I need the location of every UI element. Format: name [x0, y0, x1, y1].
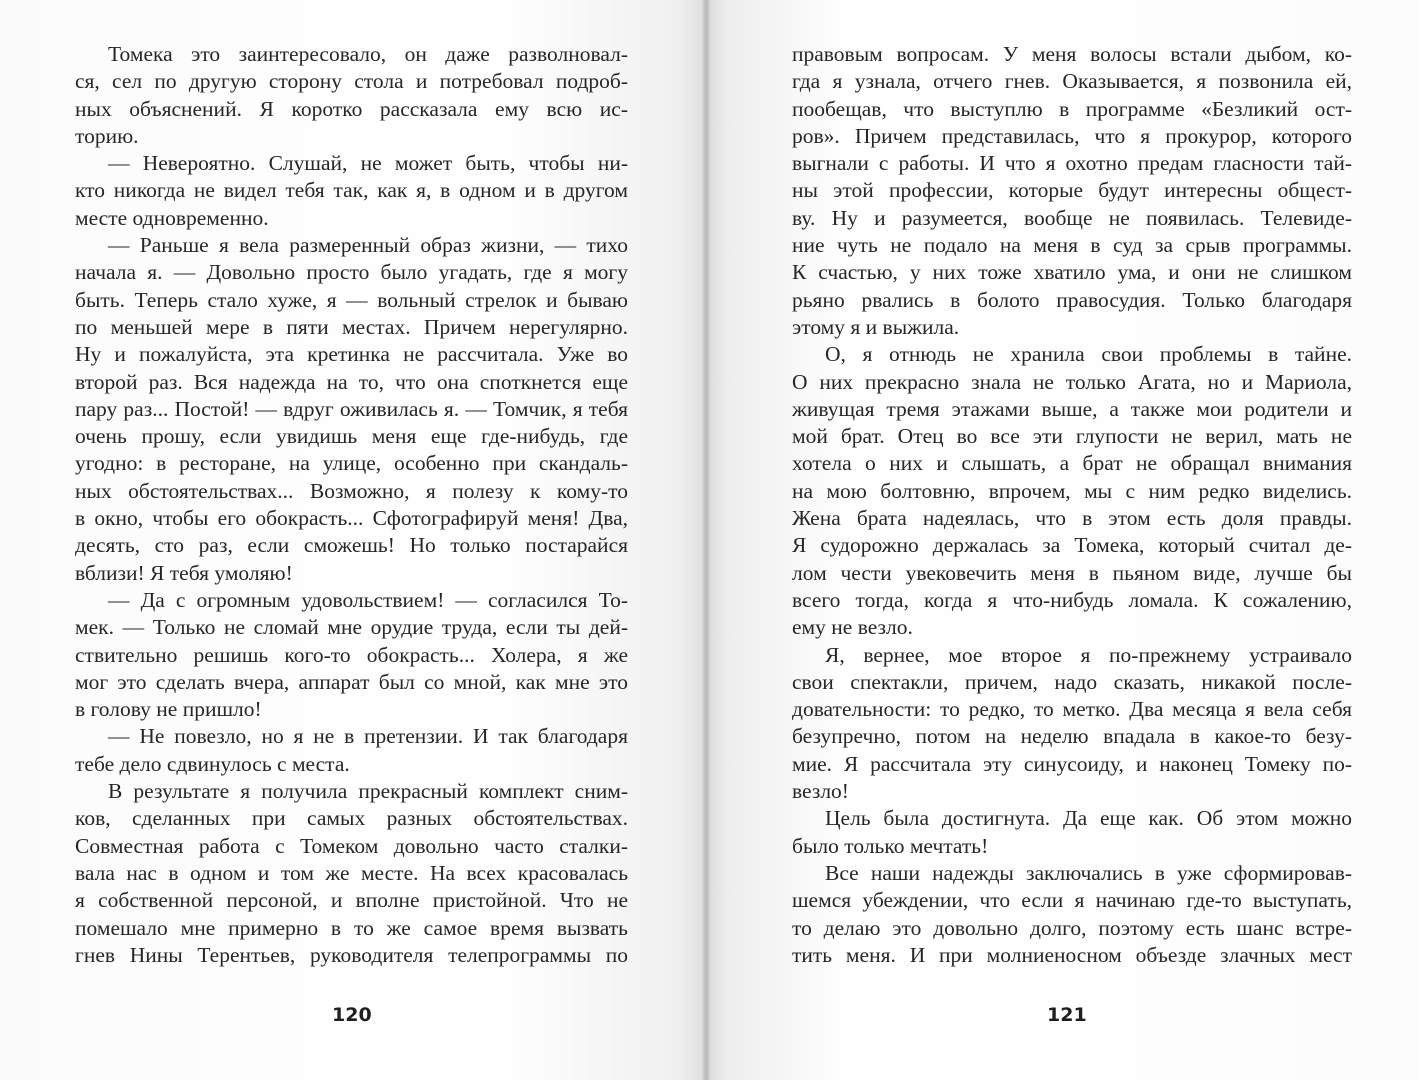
text-line: месте одновременно.: [75, 205, 269, 230]
text-line: Цель была достигнута. Да еще как. Об этом можно: [825, 806, 1352, 831]
text-line: шемся убеждении, что если я начинаю где-то выступать,: [792, 888, 1352, 913]
text-line: вала нас в одном и том же месте. На всех красовалась: [75, 860, 628, 885]
text-line: ствительно решишь кого-то обокрасть... Холера, я же: [75, 642, 628, 667]
text-line: вблизи! Я тебя умоляю!: [75, 560, 293, 585]
text-line: мой брат. Отец во все эти глупости не верил, мать не: [792, 424, 1352, 449]
text-line: пару раз... Постой! — вдруг оживилась я. — Томчик, я тебя: [75, 396, 628, 421]
text-line: я собственной персоной, и вполне пристойной. Что не: [75, 888, 628, 913]
text-line: очень прошу, если увидишь меня еще где-нибудь, где: [75, 424, 628, 449]
text-line: ных объяснений. Я коротко рассказала ему всю ис-: [75, 96, 628, 121]
text-line: быть. Теперь стало хуже, я — вольный стрелок и бываю: [75, 287, 628, 312]
text-line: второй раз. Вся надежда на то, что она споткнется еще: [75, 369, 628, 394]
text-line: этому я и выжила.: [792, 314, 960, 339]
text-line: свои спектакли, причем, надо сказать, никакой после-: [792, 669, 1352, 694]
text-line: ему не везло.: [792, 615, 913, 640]
text-line: хотела о них и слышать, а брат не обращал внимания: [792, 451, 1352, 476]
text-line: Ну и пожалуйста, эта кретинка не рассчитала. Уже во: [75, 342, 628, 367]
text-line: ся, сел по другую сторону стола и потребовал подроб-: [75, 69, 628, 94]
text-line: Совместная работа с Томеком довольно часто сталки-: [75, 833, 628, 858]
text-line: было только мечтать!: [792, 833, 989, 858]
text-line: О них прекрасно знала не только Агата, но и Мариола,: [792, 369, 1352, 394]
text-line: помешало мне примерно в то же самое время вызвать: [75, 915, 628, 940]
text-line: начала я. — Довольно просто было угадать, где я могу: [75, 260, 628, 285]
text-line: в голову не пришло!: [75, 697, 262, 722]
text-line: тить меня. И при молниеносном объезде злачных мест: [792, 942, 1352, 967]
right-page: [706, 0, 1419, 1080]
left-page: [0, 0, 706, 1080]
text-line: ков, сделанных при самых разных обстоятельствах.: [75, 806, 628, 831]
page-number: 120: [332, 1004, 372, 1026]
text-line: ных обстоятельствах... Возможно, я полезу к кому-то: [75, 478, 628, 503]
text-line: мек. — Только не сломай мне орудие труда, если ты дей-: [75, 615, 628, 640]
text-line: на мою болтовню, впрочем, мы с ним редко виделись.: [792, 478, 1352, 503]
text-line: — Раньше я вела размеренный образ жизни, — тихо: [108, 233, 628, 258]
text-line: — Невероятно. Слушай, не может быть, чтобы ни-: [108, 151, 628, 176]
text-line: Я судорожно держалась за Томека, который считал де-: [792, 533, 1352, 558]
text-line: пообещав, что выступлю в программе «Безликий ост-: [792, 96, 1352, 121]
text-line: гнев Нины Терентьев, руководителя телепрограммы по: [75, 942, 628, 967]
text-line: О, я отнюдь не хранила свои проблемы в тайне.: [825, 342, 1352, 367]
page-number: 121: [1047, 1004, 1087, 1026]
left-page-text: [75, 41, 628, 969]
text-line: довательности: то редко, то метко. Два месяца я вела себя: [792, 697, 1352, 722]
text-line: мог это сделать вчера, аппарат был со мной, как мне это: [75, 669, 628, 694]
text-line: рьяно рвались в болото правосудия. Только благодаря: [792, 287, 1352, 312]
text-line: В результате я получила прекрасный комплект сним-: [108, 779, 628, 804]
text-line: то делаю это довольно долго, поэтому есть шанс встре-: [792, 915, 1352, 940]
text-line: К счастью, у них тоже хватило ума, и они не слишком: [792, 260, 1352, 285]
text-line: ние чуть не подало на меня в суд за срыв программы.: [792, 233, 1352, 258]
text-line: гда я узнала, отчего гнев. Оказывается, я позвонила ей,: [792, 69, 1352, 94]
text-line: безупречно, потом на неделю впадала в какое-то безу-: [792, 724, 1352, 749]
text-line: живущая тремя этажами выше, а также мои родители и: [792, 396, 1352, 421]
text-line: кто никогда не видел тебя так, как я, в одном и в другом: [75, 178, 628, 203]
text-line: ны этой профессии, которые будут интересны общест-: [792, 178, 1352, 203]
text-line: десять, сто раз, если сможешь! Но только постарайся: [75, 533, 628, 558]
text-line: ву. Ну и разумеется, вообще не появилась. Телевиде-: [792, 205, 1352, 230]
text-line: Томека это заинтересовало, он даже разволновал-: [108, 42, 628, 66]
text-line: торию.: [75, 123, 139, 148]
text-line: — Не повезло, но я не в претензии. И так благодаря: [108, 724, 628, 749]
text-line: всего тогда, когда я что-нибудь ломала. К сожалению,: [792, 587, 1352, 612]
text-line: правовым вопросам. У меня волосы встали дыбом, ко-: [792, 42, 1352, 66]
text-line: по меньшей мере в пяти местах. Причем нерегулярно.: [75, 314, 628, 339]
text-line: Я, вернее, мое второе я по-прежнему устраивало: [825, 642, 1352, 667]
text-line: мие. Я рассчитала эту синусоиду, и наконец Томеку по-: [792, 751, 1352, 776]
text-line: Жена брата надеялась, что в этом есть доля правды.: [792, 506, 1352, 531]
right-page-text: [792, 41, 1352, 969]
text-line: лом чести увековечить меня в пьяном виде, лучше бы: [792, 560, 1352, 585]
text-line: везло!: [792, 779, 849, 804]
text-line: — Да с огромным удовольствием! — согласился То-: [108, 587, 628, 612]
text-line: Все наши надежды заключались в уже сформировав-: [825, 860, 1352, 885]
text-line: выгнали с работы. И что я охотно предам гласности тай-: [792, 151, 1352, 176]
text-line: в окно, чтобы его обокрасть... Сфотографируй меня! Два,: [75, 506, 628, 531]
text-line: ров». Причем представилась, что я прокурор, которого: [792, 123, 1352, 148]
book-gutter: [702, 0, 710, 1080]
text-line: тебе дело сдвинулось с места.: [75, 751, 350, 776]
text-line: угодно: в ресторане, на улице, особенно при скандаль-: [75, 451, 628, 476]
